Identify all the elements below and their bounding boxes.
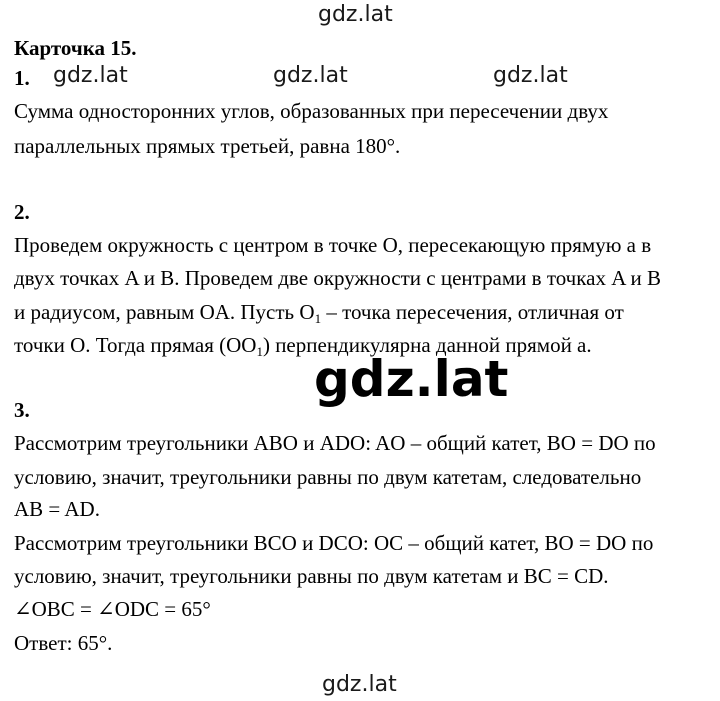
task-2-line-4 <box>14 333 592 357</box>
task-2-line-4-rest: ) перпендикулярна данной прямой a. <box>262 333 592 357</box>
subscript-1: 1 <box>314 311 322 326</box>
task-2-line-3 <box>14 300 624 324</box>
task-2-line-4-text: точки O. Тогда прямая (OO <box>14 333 257 357</box>
watermark-top: gdz.lat <box>318 2 393 27</box>
task-1-line-1: Сумма односторонних углов, образованных при пересечении двух <box>14 99 609 123</box>
task-3-line-4: Рассмотрим треугольники BCO и DCO: OC – общий катет, BO = DO по <box>14 531 654 555</box>
task-2-line-1: Проведем окружность с центром в точке O, пересекающую прямую a в <box>14 233 652 257</box>
task-3-line-1: Рассмотрим треугольники ABO и ADO: AO – общий катет, BO = DO по <box>14 431 656 455</box>
watermark-small-1: gdz.lat <box>53 63 128 88</box>
task-3-line-2: условию, значит, треугольники равны по двум катетам, следовательно <box>14 465 642 489</box>
task-2-number: 2. <box>14 200 30 224</box>
task-3-line-5: условию, значит, треугольники равны по двум катетам и BC = CD. <box>14 564 609 588</box>
task-1-line-2: параллельных прямых третьей, равна 180°. <box>14 134 401 158</box>
task-3-line-6: ∠OBC = ∠ODC = 65° <box>14 597 211 621</box>
subscript-1b: 1 <box>256 344 263 359</box>
task-2-line-2: двух точках A и B. Проведем две окружности с центрами в точках A и B <box>14 266 661 290</box>
task-1-number: 1. <box>14 66 30 90</box>
task-2-line-3-text: и радиусом, равным OA. Пусть O <box>14 300 315 324</box>
task-3-answer: Ответ: 65°. <box>14 631 113 655</box>
watermark-large: gdz.lat <box>314 350 509 408</box>
task-3-line-3: AB = AD. <box>14 497 100 521</box>
watermark-small-2: gdz.lat <box>273 63 348 88</box>
watermark-small-3: gdz.lat <box>493 63 568 88</box>
watermark-bottom: gdz.lat <box>322 672 397 697</box>
card-title: Карточка 15. <box>14 36 137 60</box>
task-3-number: 3. <box>14 398 30 422</box>
task-2-line-3-rest: – точка пересечения, отличная от <box>321 300 624 324</box>
